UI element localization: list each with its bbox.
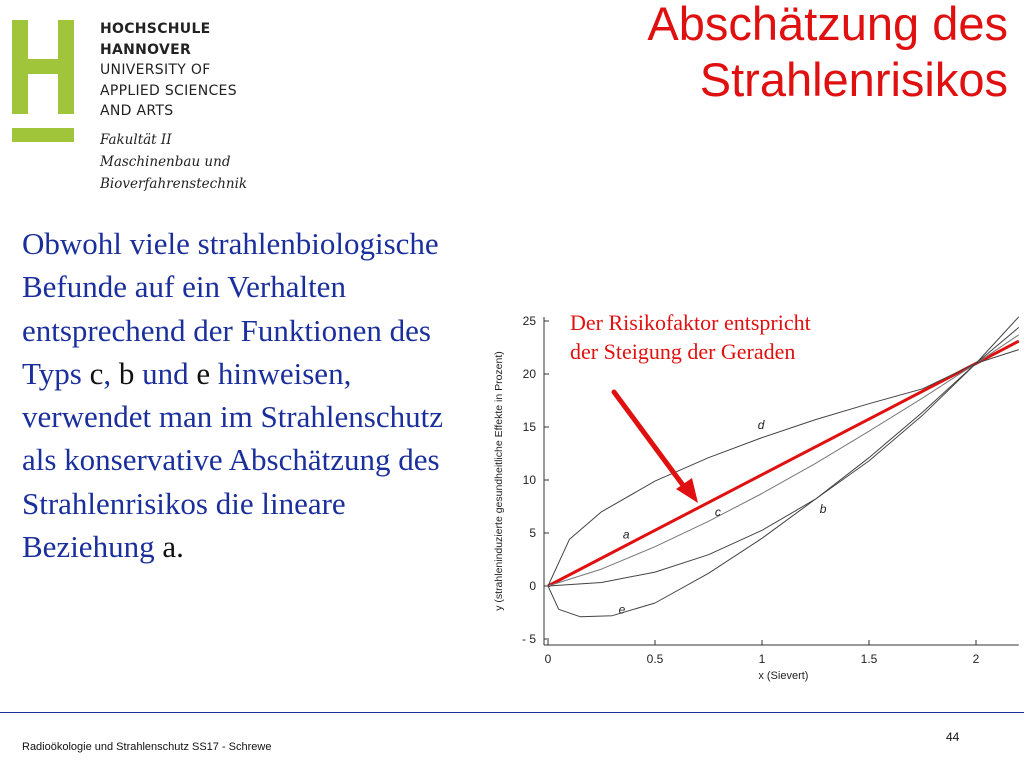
series-d-label: d — [757, 418, 765, 433]
axes-layer — [493, 314, 1019, 682]
body-letter-b: b — [118, 355, 135, 391]
x-tick-label: 1.5 — [860, 652, 878, 666]
slide-title — [647, 0, 1008, 108]
arrow-layer — [614, 392, 698, 503]
footer-course: Radioökologie und Strahlenschutz SS17 - Schrewe — [22, 741, 272, 753]
annotation-arrow-shaft — [614, 392, 688, 492]
y-tick-label: 5 — [529, 526, 536, 540]
body-letter-a: a — [162, 529, 177, 565]
series-a-label: a — [622, 527, 630, 542]
body-letter-e: e — [196, 355, 211, 391]
y-tick-label: 25 — [522, 314, 536, 328]
logo-line-3: UNIVERSITY OF — [100, 62, 211, 78]
logo-underline — [12, 128, 74, 142]
x-tick-label: 2 — [972, 652, 980, 666]
faculty-line-3: Bioverfahrenstechnik — [100, 176, 248, 192]
slide-title-line-1: Abschätzung des — [647, 0, 1008, 50]
labels-layer — [619, 418, 827, 616]
faculty-text — [100, 129, 247, 195]
series-b-label: b — [819, 501, 827, 516]
annotation-text — [570, 308, 811, 366]
footer-divider — [0, 712, 1024, 713]
annotation-line-2: der Steigung der Geraden — [570, 339, 796, 364]
series-c-label: c — [714, 505, 721, 520]
x-tick-label: 0 — [544, 652, 552, 666]
logo-line-4: APPLIED SCIENCES — [100, 82, 237, 99]
y-tick-label: 20 — [522, 367, 536, 381]
body-comma: , — [103, 355, 119, 391]
logo-text — [100, 19, 237, 122]
x-tick-label: 1 — [758, 652, 766, 666]
series-a-line — [548, 341, 1019, 586]
page-number: 44 — [946, 730, 960, 744]
faculty-line-1: Fakultät II — [100, 132, 172, 148]
body-paragraph — [22, 222, 462, 568]
body-letter-c: c — [89, 355, 104, 391]
series-e-label: e — [618, 602, 626, 617]
y-tick-label: 10 — [522, 473, 536, 487]
body-text-part-2: hinweisen, verwendet man im Strahlenschutz als konservative Abschätzung des Strahlenrisikos die lineare Beziehung — [22, 355, 443, 565]
x-tick-label: 0.5 — [646, 652, 664, 666]
logo-h-crossbar — [12, 59, 74, 74]
body-und: und — [134, 355, 197, 391]
logo-line-2: HANNOVER — [100, 41, 192, 58]
x-axis-label: x (Sievert) — [758, 670, 809, 682]
y-tick-label: 15 — [522, 420, 536, 434]
logo-line-1: HOCHSCHULE — [100, 21, 211, 37]
series-e-line — [548, 327, 1019, 616]
body-period: . — [176, 529, 184, 565]
annotation-line-1: Der Risikofaktor entspricht — [570, 310, 811, 335]
y-tick-label: - 5 — [521, 632, 536, 646]
y-tick-label: 0 — [529, 579, 536, 593]
slide-title-line-2: Strahlenrisikos — [699, 53, 1008, 106]
logo-line-5: AND ARTS — [100, 103, 174, 119]
y-axis-label: y (strahleninduzierte gesundheitliche Effekte in Prozent) — [493, 351, 505, 611]
faculty-line-2: Maschinenbau und — [100, 154, 231, 170]
body-text-part-1: Obwohl viele strahlenbiologische Befunde auf ein Verhalten entsprechend der Funktionen des Typs — [22, 226, 439, 391]
